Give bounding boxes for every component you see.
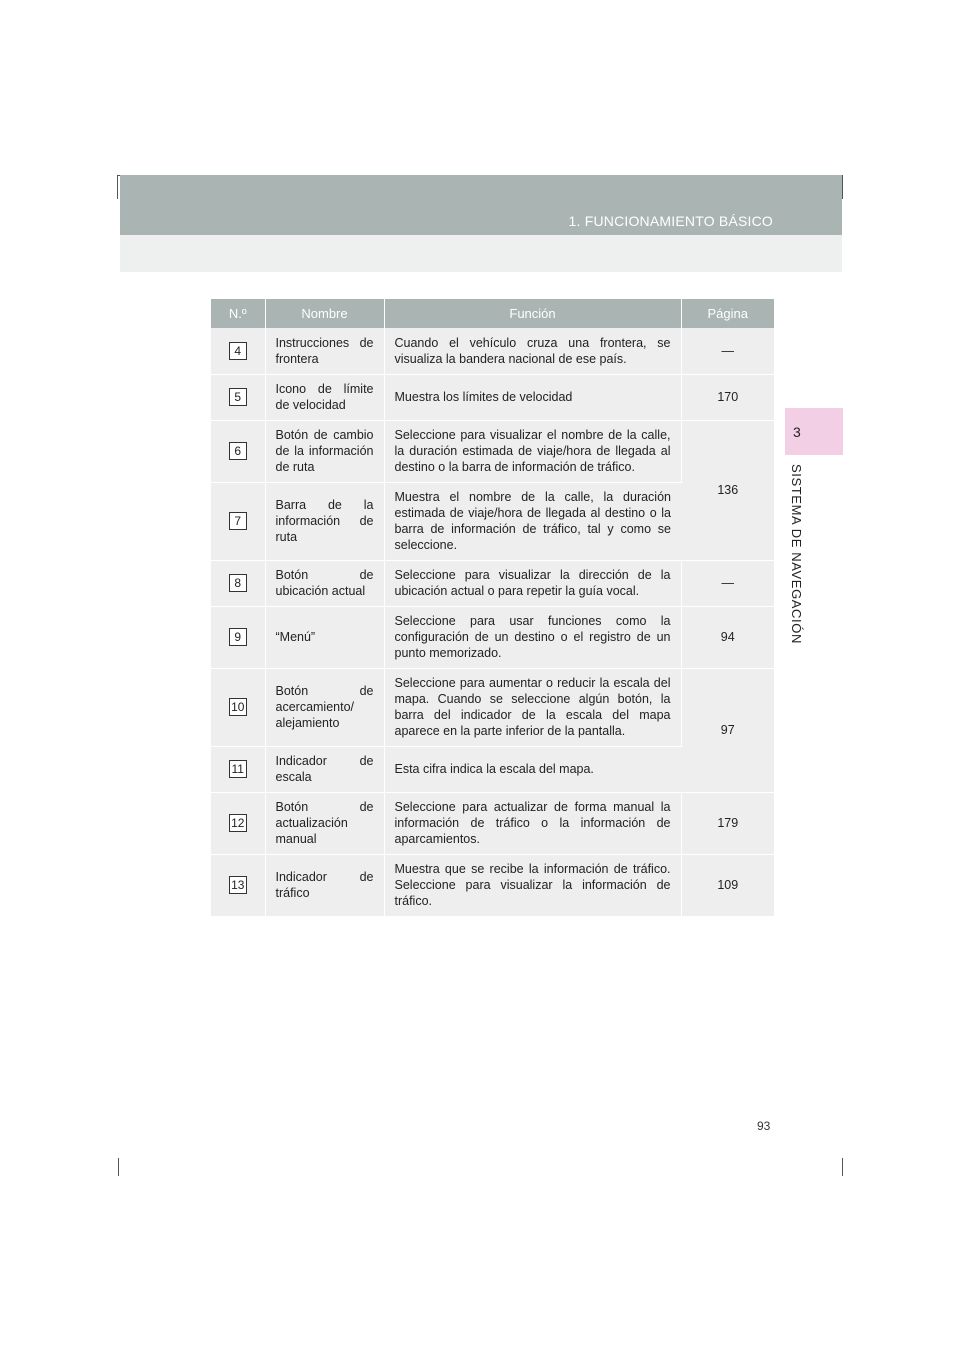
item-page: — bbox=[681, 328, 774, 374]
item-page: 94 bbox=[681, 606, 774, 668]
item-function: Muestra que se recibe la información de tráfico. Seleccione para visualizar la información de tráfico. bbox=[384, 854, 681, 916]
item-number: 11 bbox=[229, 760, 247, 778]
item-name: Icono de límite de velocidad bbox=[265, 374, 384, 420]
item-function: Seleccione para actualizar de forma manual la información de tráfico o la información de aparcamientos. bbox=[384, 792, 681, 854]
item-number: 13 bbox=[229, 876, 247, 894]
item-number: 5 bbox=[229, 388, 247, 406]
item-page: 136 bbox=[681, 420, 774, 560]
item-function: Esta cifra indica la escala del mapa. bbox=[384, 746, 681, 792]
item-number: 4 bbox=[229, 342, 247, 360]
item-page: 170 bbox=[681, 374, 774, 420]
crop-mark-top-right-v bbox=[842, 175, 843, 199]
column-header-function: Función bbox=[384, 299, 681, 328]
item-number: 6 bbox=[229, 442, 247, 460]
item-number: 9 bbox=[229, 628, 247, 646]
column-header-page: Página bbox=[681, 299, 774, 328]
header-sub-band bbox=[120, 235, 842, 272]
item-page: 97 bbox=[681, 668, 774, 792]
item-name: Indicador de escala bbox=[265, 746, 384, 792]
table-row bbox=[211, 374, 774, 420]
item-function: Cuando el vehículo cruza una frontera, se visualiza la bandera nacional de ese país. bbox=[384, 328, 681, 374]
item-name: Botón de acercamiento/ alejamiento bbox=[265, 668, 384, 746]
item-page: 179 bbox=[681, 792, 774, 854]
item-function: Seleccione para usar funciones como la configuración de un destino o el registro de un punto memorizado. bbox=[384, 606, 681, 668]
crop-mark-top-left-v bbox=[117, 175, 118, 199]
row-number-cell bbox=[211, 854, 265, 916]
item-name: Botón de cambio de la información de ruta bbox=[265, 420, 384, 482]
table-row bbox=[211, 792, 774, 854]
item-name: Barra de la información de ruta bbox=[265, 482, 384, 560]
page-number: 93 bbox=[757, 1119, 771, 1133]
item-number: 12 bbox=[229, 814, 247, 832]
item-number: 7 bbox=[229, 512, 247, 530]
row-number-cell bbox=[211, 668, 265, 746]
row-number-cell bbox=[211, 482, 265, 560]
item-name: “Menú” bbox=[265, 606, 384, 668]
column-header-number: N.º bbox=[211, 299, 265, 328]
item-name: Botón de actualización manual bbox=[265, 792, 384, 854]
table-row bbox=[211, 854, 774, 916]
row-number-cell bbox=[211, 746, 265, 792]
navigation-screen-table bbox=[211, 299, 774, 917]
item-name: Instrucciones de frontera bbox=[265, 328, 384, 374]
row-number-cell bbox=[211, 420, 265, 482]
item-number: 8 bbox=[229, 574, 247, 592]
item-function: Seleccione para visualizar la dirección de la ubicación actual o para repetir la guía vocal. bbox=[384, 560, 681, 606]
item-number: 10 bbox=[229, 698, 247, 716]
table-header-row bbox=[211, 299, 774, 328]
table-row bbox=[211, 328, 774, 374]
crop-mark-bottom-left-v bbox=[118, 1158, 119, 1176]
table-row bbox=[211, 420, 774, 482]
item-function: Seleccione para visualizar el nombre de la calle, la duración estimada de viaje/hora de llegada al destino o la barra de información de tráfico. bbox=[384, 420, 681, 482]
row-number-cell bbox=[211, 606, 265, 668]
item-function: Muestra el nombre de la calle, la duración estimada de viaje/hora de llegada al destino o la barra de información de tráfico, tal y como se seleccione. bbox=[384, 482, 681, 560]
section-title: 1. FUNCIONAMIENTO BÁSICO bbox=[568, 213, 773, 229]
table-row bbox=[211, 560, 774, 606]
item-page: — bbox=[681, 560, 774, 606]
row-number-cell bbox=[211, 792, 265, 854]
row-number-cell bbox=[211, 328, 265, 374]
table-row bbox=[211, 668, 774, 746]
column-header-name: Nombre bbox=[265, 299, 384, 328]
crop-mark-bottom-right-v bbox=[842, 1158, 843, 1176]
item-name: Botón de ubicación actual bbox=[265, 560, 384, 606]
item-page: 109 bbox=[681, 854, 774, 916]
chapter-number: 3 bbox=[793, 424, 801, 440]
row-number-cell bbox=[211, 560, 265, 606]
row-number-cell bbox=[211, 374, 265, 420]
item-function: Seleccione para aumentar o reducir la escala del mapa. Cuando se seleccione algún botón, la barra del indicador de la escala del mapa aparece en la parte inferior de la pantalla. bbox=[384, 668, 681, 746]
item-name: Indicador de tráfico bbox=[265, 854, 384, 916]
table-row bbox=[211, 606, 774, 668]
item-function: Muestra los límites de velocidad bbox=[384, 374, 681, 420]
chapter-title: SISTEMA DE NAVEGACIÓN bbox=[789, 464, 804, 644]
